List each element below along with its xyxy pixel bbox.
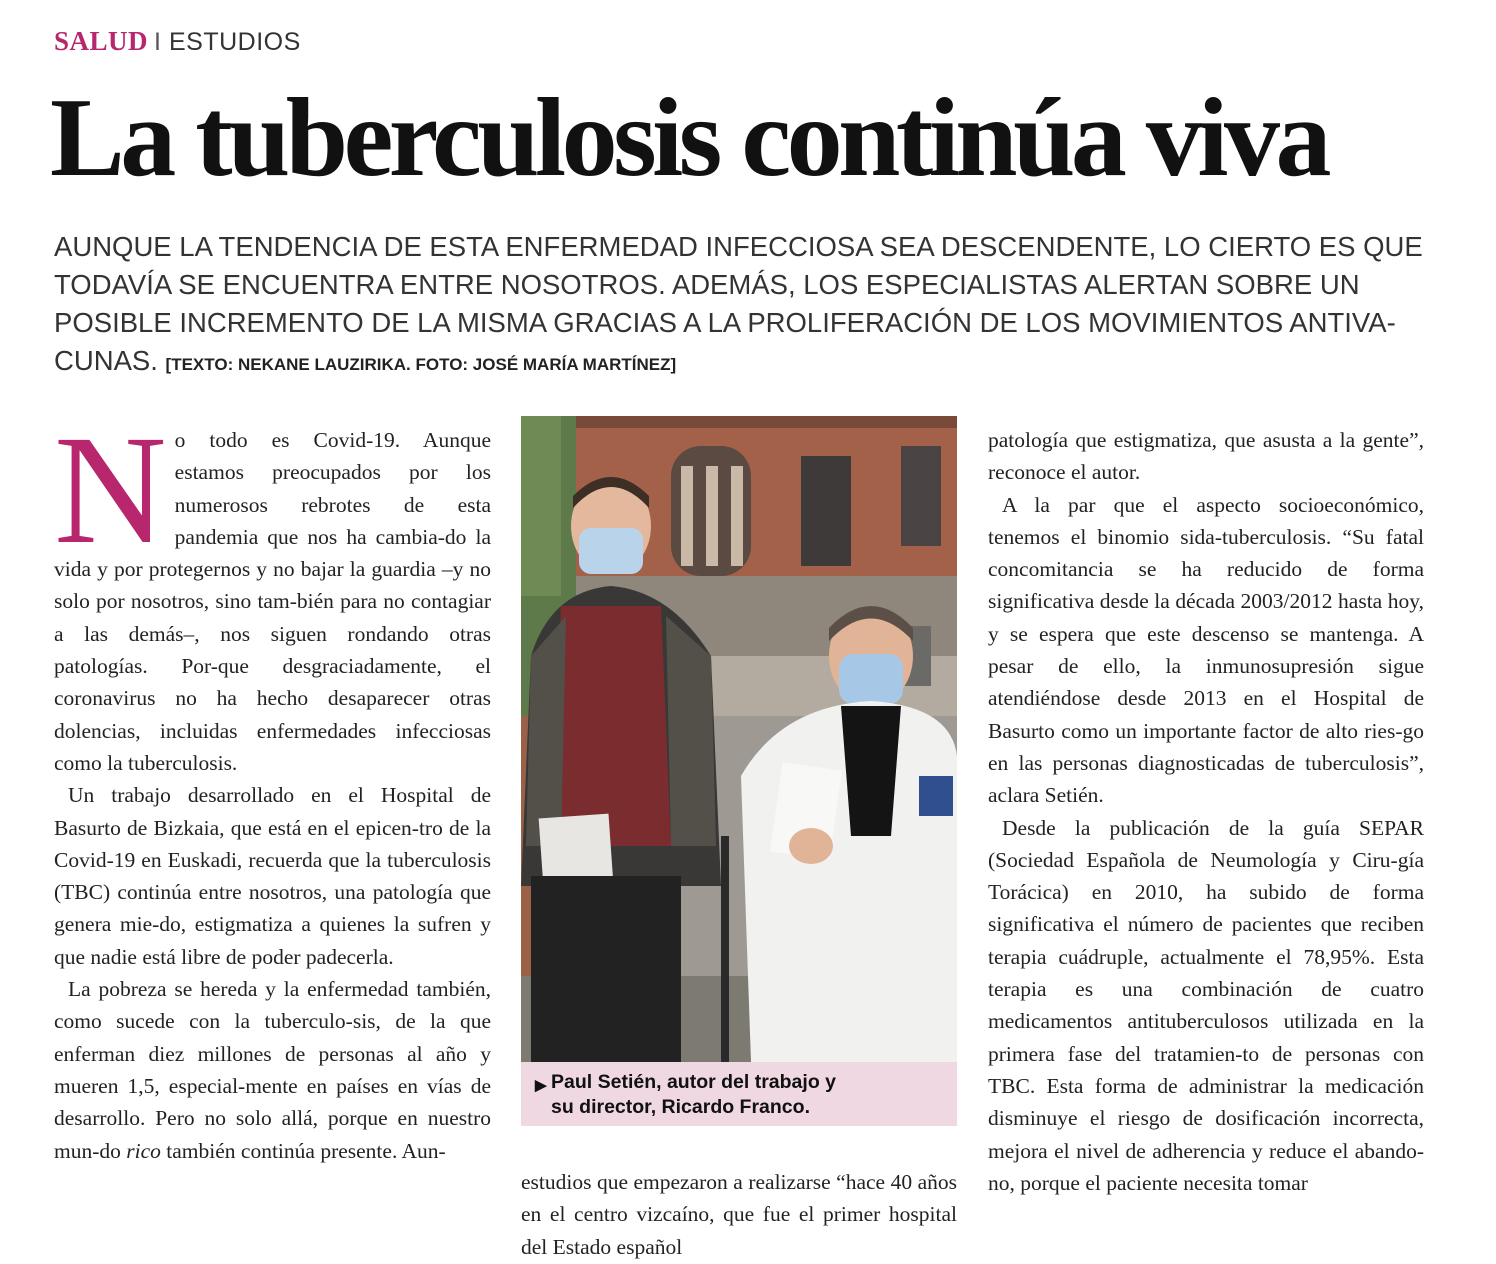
section-label — [54, 26, 301, 57]
lead-paragraph — [54, 228, 1434, 384]
body-paragraph: estudios que empezaron a realizarse “hace 40 años en el centro vizcaíno, que fue el primer hospital del Estado español — [521, 1170, 957, 1259]
lead-text: AUNQUE LA TENDENCIA DE ESTA ENFERMEDAD INFECCIOSA SEA DESCENDENTE, LO CIERTO ES QUE TODAVÍA SE ENCUENTRA ENTRE NOSOTROS. ADEMÁS, LOS ESPECIALISTAS ALERTAN SOBRE UN POSIBLE INCREMENTO DE LA MISMA GRACIAS A LA PROLIFERACIÓN DE LOS MOVIMIENTOS ANTIVA-CUNAS. — [54, 231, 1423, 376]
paragraph-text: o todo es Covid-19. Aunque estamos preocupados por los numerosos rebrotes de esta pandemia que nos ha cambia-do la vida y por protegernos y no bajar la guardia –y no solo por nosotros, sino tam-bién para no contagiar a las demás–, nos siguen rondando otras patologías. Por-que desgraciadamente, el coronavirus no ha hecho desaparecer otras dolencias, incluidas enfermedades infecciosas como la tuberculosis. — [54, 428, 491, 775]
photo-caption — [521, 1062, 957, 1126]
paragraph-text: también continúa presente. Aun- — [160, 1138, 446, 1163]
caption-arrow-icon: ▶ — [535, 1077, 547, 1094]
body-paragraph: A la par que el aspecto socioeconómico, tenemos el binomio sida-tuberculosis. “Su fatal concomitancia se ha reducido de forma significativa desde la década 2003/2012 hasta hoy, y se espera que este descenso se mantenga. A pesar de ello, la inmunosupresión sigue atendiéndose desde 2013 en el Hospital de Basurto como un importante factor de alto ries-go en las personas diagnosticadas de tuberculosis”, aclara Setién. — [988, 492, 1424, 808]
italic-word: rico — [126, 1138, 161, 1163]
body-paragraph: Desde la publicación de la guía SEPAR (Sociedad Española de Neumología y Ciru-gía Torácica) en 2010, ha subido de forma significativa el número de pacientes que reciben terapia cuádruple, actualmente el 78,95%. Esta terapia es una combinación de cuatro medicamentos antituberculosos utilizada en la primera fase del tratamien-to de personas con TBC. Esta forma de administrar la medicación disminuye el riesgo de dosificación incorrecta, mejora el nivel de adherencia y reduce el abando-no, porque el paciente necesita tomar — [988, 815, 1424, 1195]
body-paragraph — [54, 973, 491, 1167]
headline: La tuberculosis continúa viva — [50, 76, 1327, 200]
drop-cap: N — [54, 403, 167, 576]
body-paragraph: Un trabajo desarrollado en el Hospital de Basurto de Bizkaia, que está en el epicen-tro de la Covid-19 en Euskadi, recuerda que la tuberculosis (TBC) continúa entre nosotros, una patología que genera mie-do, estigmatiza a quienes la sufren y que nadie está libre de poder padecerla. — [54, 783, 491, 969]
body-column-1 — [54, 403, 491, 1167]
caption-line: su director, Ricardo Franco. — [551, 1096, 810, 1118]
body-paragraph — [54, 403, 491, 779]
section-name: SALUD — [54, 26, 149, 56]
caption-line: Paul Setién, autor del trabajo y — [551, 1071, 836, 1093]
photo-illustration — [521, 416, 957, 1062]
body-column-3 — [988, 424, 1424, 1199]
body-column-2 — [521, 1166, 957, 1263]
paragraph-text: La pobreza se hereda y la enfermedad también, como sucede con la tuberculo-sis, de la que enferman diez millones de personas al año y mueren 1,5, especial-mente en países en vías de desarrollo. Pero no solo allá, porque en nuestro mun-do — [54, 977, 491, 1163]
section-separator: I — [154, 28, 161, 56]
byline-credit: [TEXTO: NEKANE LAUZIRIKA. FOTO: JOSÉ MARÍA MARTÍNEZ] — [165, 355, 677, 374]
section-sub: ESTUDIOS — [168, 28, 301, 56]
article-photo — [521, 416, 957, 1062]
body-paragraph: patología que estigmatiza, que asusta a la gente”, reconoce el autor. — [988, 428, 1424, 485]
